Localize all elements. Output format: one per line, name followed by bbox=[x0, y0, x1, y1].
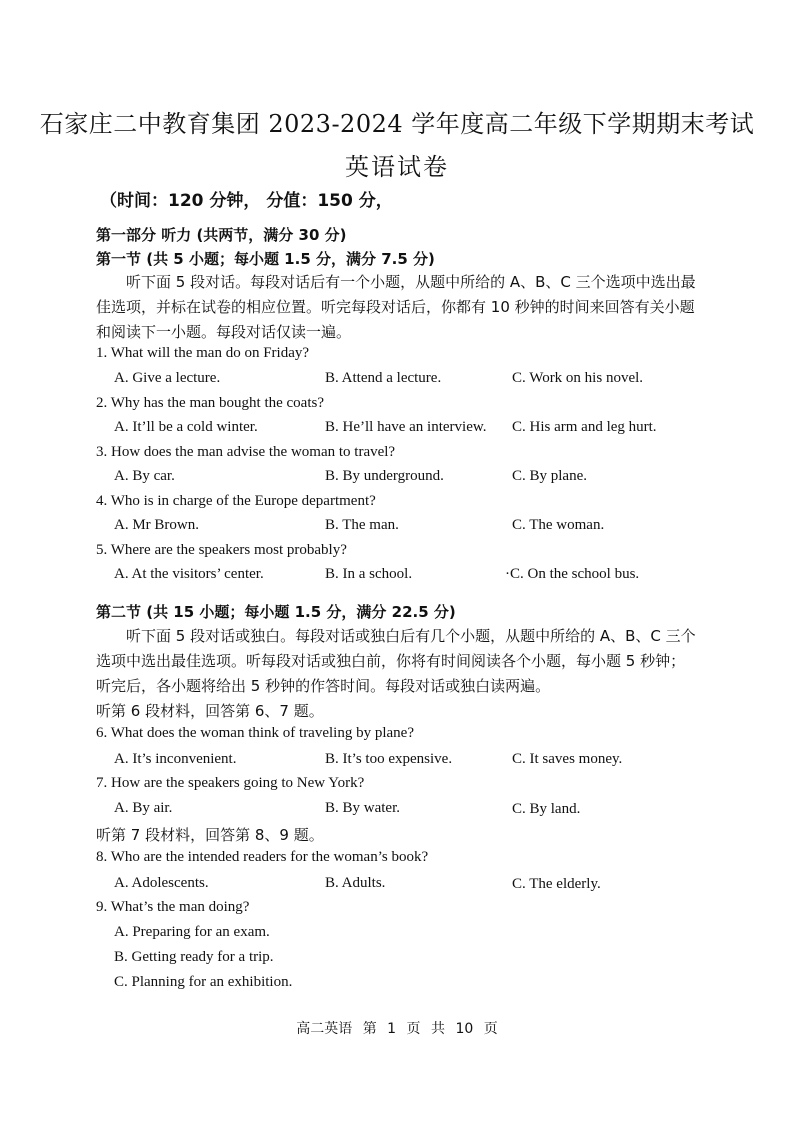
question-9-option-b: B. Getting ready for a trip. bbox=[114, 949, 274, 965]
question-9-option-c: C. Planning for an exhibition. bbox=[114, 974, 293, 990]
section2-instructions: 听下面 5 段对话或独白。每段对话或独白后有几个小题，从题中所给的 A、B、C 三个选项中选出最佳选项。听每段对话或独白前，你将有时间阅读各个小题，每小题 5 秒钟；听完后，各小题将给出 5 秒钟的作答时间。每段对话或独白读两遍。 bbox=[96, 627, 696, 695]
question-8-option-b: B. Adults. bbox=[325, 875, 386, 891]
question-4-option-a: A. Mr Brown. bbox=[114, 517, 199, 533]
question-6-option-c: C. It saves money. bbox=[512, 751, 623, 767]
question-2-option-a: A. It’ll be a cold winter. bbox=[114, 419, 258, 435]
question-5-option-a: A. At the visitors’ center. bbox=[114, 566, 264, 582]
question-4: 4. Who is in charge of the Europe department? bbox=[96, 493, 376, 509]
question-8-option-a: A. Adolescents. bbox=[114, 875, 209, 891]
section1-heading: 第一节 (共 5 小题；每小题 1.5 分，满分 7.5 分) bbox=[96, 250, 435, 268]
question-9-option-a: A. Preparing for an exam. bbox=[114, 924, 270, 940]
question-1-option-c: C. Work on his novel. bbox=[512, 370, 644, 386]
question-5: 5. Where are the speakers most probably? bbox=[96, 542, 347, 558]
question-3-option-a: A. By car. bbox=[114, 468, 175, 484]
question-1: 1. What will the man do on Friday? bbox=[96, 345, 310, 361]
question-3-option-b: B. By underground. bbox=[325, 468, 444, 484]
section2-heading: 第二节 (共 15 小题；每小题 1.5 分，满分 22.5 分) bbox=[96, 603, 456, 621]
question-4-option-c: C. The woman. bbox=[512, 517, 605, 533]
question-7: 7. How are the speakers going to New York? bbox=[96, 775, 365, 791]
question-3-option-c: C. By plane. bbox=[512, 468, 587, 484]
exam-title: 石家庄二中教育集团 2023-2024 学年度高二年级下学期期末考试 bbox=[39, 110, 755, 138]
question-5-option-b: B. In a school. bbox=[325, 566, 413, 582]
question-2: 2. Why has the man bought the coats? bbox=[96, 395, 325, 411]
question-3: 3. How does the man advise the woman to travel? bbox=[96, 444, 396, 460]
question-1-option-b: B. Attend a lecture. bbox=[325, 370, 442, 386]
question-6: 6. What does the woman think of traveling by plane? bbox=[96, 725, 414, 741]
question-7-option-b: B. By water. bbox=[325, 800, 400, 816]
material-7-note: 听第 7 段材料，回答第 8、9 题。 bbox=[96, 826, 324, 844]
question-1-option-a: A. Give a lecture. bbox=[114, 370, 221, 386]
page-footer: 高二英语 第 1 页 共 10 页 bbox=[296, 1021, 498, 1037]
material-6-note: 听第 6 段材料，回答第 6、7 题。 bbox=[96, 702, 324, 720]
question-8-option-c: C. The elderly. bbox=[512, 876, 601, 892]
question-7-option-c: C. By land. bbox=[512, 801, 581, 817]
question-5-option-c: ·C. On the school bus. bbox=[505, 566, 640, 582]
question-8: 8. Who are the intended readers for the woman’s book? bbox=[96, 849, 429, 865]
question-6-option-a: A. It’s inconvenient. bbox=[114, 751, 237, 767]
question-7-option-a: A. By air. bbox=[114, 800, 173, 816]
section1-instructions: 听下面 5 段对话。每段对话后有一个小题，从题中所给的 A、B、C 三个选项中选出最佳选项，并标在试卷的相应位置。听完每段对话后，你都有 10 秒钟的时间来回答有关小题和阅读下一小题。每段对话仅读一遍。 bbox=[96, 273, 696, 341]
question-6-option-b: B. It’s too expensive. bbox=[325, 751, 453, 767]
question-2-option-b: B. He’ll have an interview. bbox=[325, 419, 487, 435]
exam-info: （时间：120 分钟， 分值：150 分， bbox=[100, 191, 393, 211]
question-4-option-b: B. The man. bbox=[325, 517, 399, 533]
part1-heading: 第一部分 听力 (共两节，满分 30 分) bbox=[96, 226, 347, 244]
question-2-option-c: C. His arm and leg hurt. bbox=[512, 419, 657, 435]
question-9: 9. What’s the man doing? bbox=[96, 899, 250, 915]
exam-subtitle: 英语试卷 bbox=[345, 153, 449, 181]
